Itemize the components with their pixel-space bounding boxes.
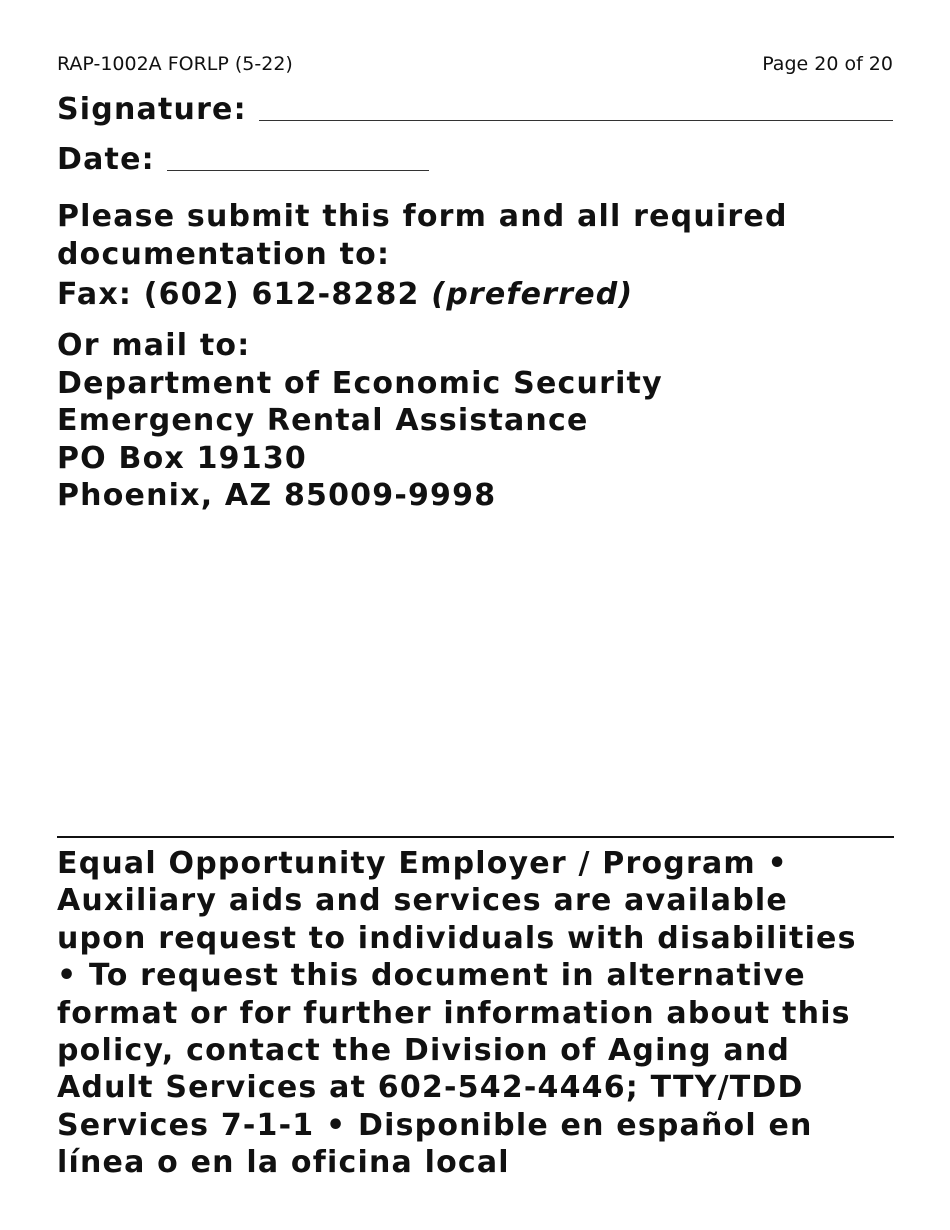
submission-instructions — [57, 198, 893, 273]
instruction-line-2: documentation to: — [57, 236, 391, 272]
mailing-address — [57, 327, 893, 515]
signature-line[interactable] — [259, 119, 893, 121]
page-indicator: Page 20 of 20 — [762, 53, 893, 75]
eeo-line: línea o en la oficina local — [57, 1145, 510, 1181]
eeo-line: policy, contact the Division of Aging and — [57, 1033, 791, 1069]
mail-line-3: PO Box 19130 — [57, 440, 307, 476]
footer-divider — [57, 836, 894, 838]
signature-field — [57, 92, 893, 127]
mail-intro: Or mail to: — [57, 328, 251, 363]
instruction-line-1: Please submit this form and all required — [57, 199, 788, 234]
mail-line-4: Phoenix, AZ 85009-9998 — [57, 478, 497, 513]
eeo-statement — [57, 845, 902, 1182]
eeo-line: Services 7-1-1 • Disponible en español en — [57, 1107, 813, 1143]
date-line[interactable] — [167, 169, 429, 171]
eeo-line: Adult Services at 602-542-4446; TTY/TDD — [57, 1070, 804, 1106]
eeo-line: Equal Opportunity Employer / Program • — [57, 846, 788, 881]
eeo-line: upon request to individuals with disabilities — [57, 920, 857, 956]
date-field — [57, 142, 429, 177]
form-id: RAP-1002A FORLP (5-22) — [57, 53, 293, 75]
mail-line-2: Emergency Rental Assistance — [57, 403, 589, 438]
eeo-line: Auxiliary aids and services are available — [57, 883, 788, 919]
signature-label: Signature: — [57, 92, 247, 127]
fax-line — [57, 276, 893, 314]
date-label: Date: — [57, 142, 155, 177]
fax-preferred-note: (preferred) — [431, 277, 634, 312]
mail-line-1: Department of Economic Security — [57, 365, 663, 401]
fax-number: Fax: (602) 612-8282 — [57, 277, 420, 312]
eeo-line: • To request this document in alternative — [57, 958, 806, 994]
eeo-line: format or for further information about this — [57, 995, 851, 1031]
